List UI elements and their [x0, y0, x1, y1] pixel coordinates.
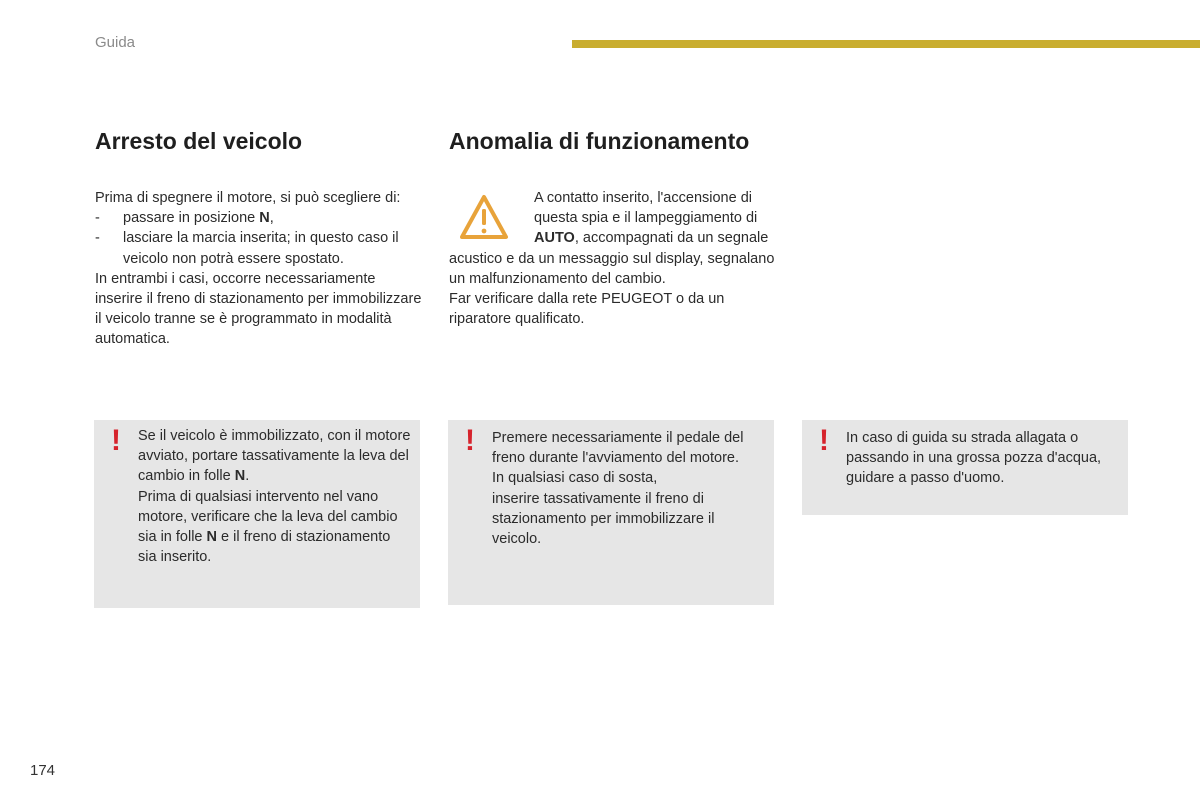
note-paragraph — [138, 487, 412, 568]
gear-position-n: N — [234, 468, 246, 485]
section-title: Anomalia di funzionamento — [449, 128, 750, 154]
intro-text: Prima di spegnere il motore, si può scegliere di: — [95, 190, 401, 206]
list-item — [95, 228, 425, 268]
section-title: Arresto del veicolo — [95, 128, 303, 154]
note-text-run: e il freno di stazionamento sia inserito. — [138, 529, 391, 566]
section-body — [95, 188, 425, 350]
section-body — [449, 188, 779, 329]
warning-paragraph — [449, 188, 779, 289]
exclamation-icon: ! — [819, 424, 829, 457]
auto-label: AUTO — [534, 230, 575, 247]
list-item-text: passare in posizione — [123, 210, 260, 227]
section-anomalia — [449, 126, 779, 329]
warning-text: A contatto inserito, l'accensione di questa spia e il lampeggiamento di — [534, 190, 758, 227]
header-accent-bar — [572, 40, 1200, 48]
page-number: 174 — [30, 762, 56, 779]
note-paragraph: Premere necessariamente il pedale del freno durante l'avviamento del motore. — [492, 430, 744, 467]
running-header: Guida — [95, 34, 136, 51]
gear-position-n: N — [206, 529, 217, 546]
note-text-run: . — [245, 468, 250, 485]
note-paragraph: In qualsiasi caso di sosta, — [492, 470, 658, 487]
note-box — [448, 420, 774, 605]
warning-text-continued: , accompagnati da un segnale acustico e da un messaggio sul display, segnalano un malfunzionamento del cambio. — [449, 230, 775, 287]
note-text-run: Prima di qualsiasi intervento nel vano motore, verificare che la leva del cambio sia in folle — [138, 488, 398, 546]
note-text — [138, 426, 412, 567]
list-item — [95, 208, 425, 228]
dash-marker: - — [95, 230, 100, 247]
note-text — [846, 428, 1120, 489]
dash-marker: - — [95, 210, 100, 227]
paragraph: In entrambi i casi, occorre necessariamente inserire il freno di stazionamento per immobilizzare il veicolo tranne se è programmato in modalità automatica. — [95, 270, 422, 348]
paragraph: Far verificare dalla rete PEUGEOT o da un riparatore qualificato. — [449, 291, 725, 328]
note-box — [802, 420, 1128, 515]
gear-position-n: N — [259, 210, 270, 227]
note-text-run: Se il veicolo è immobilizzato, con il motore avviato, portare tassativamente la leva del cambio in folle — [138, 428, 411, 485]
list-item-punct: , — [269, 210, 274, 227]
exclamation-icon: ! — [465, 424, 475, 457]
section-arresto — [95, 126, 425, 350]
note-paragraph — [138, 426, 412, 487]
note-paragraph: In caso di guida su strada allagata o passando in una grossa pozza d'acqua, guidare a passo d'uomo. — [846, 430, 1102, 487]
note-paragraph: inserire tassativamente il freno di stazionamento per immobilizzare il veicolo. — [492, 490, 715, 548]
exclamation-icon: ! — [111, 424, 121, 457]
list-item-text: lasciare la marcia inserita; in questo caso il veicolo non potrà essere spostato. — [123, 230, 399, 267]
warning-triangle-icon — [459, 193, 509, 243]
note-box — [94, 420, 420, 608]
note-text — [492, 428, 766, 549]
